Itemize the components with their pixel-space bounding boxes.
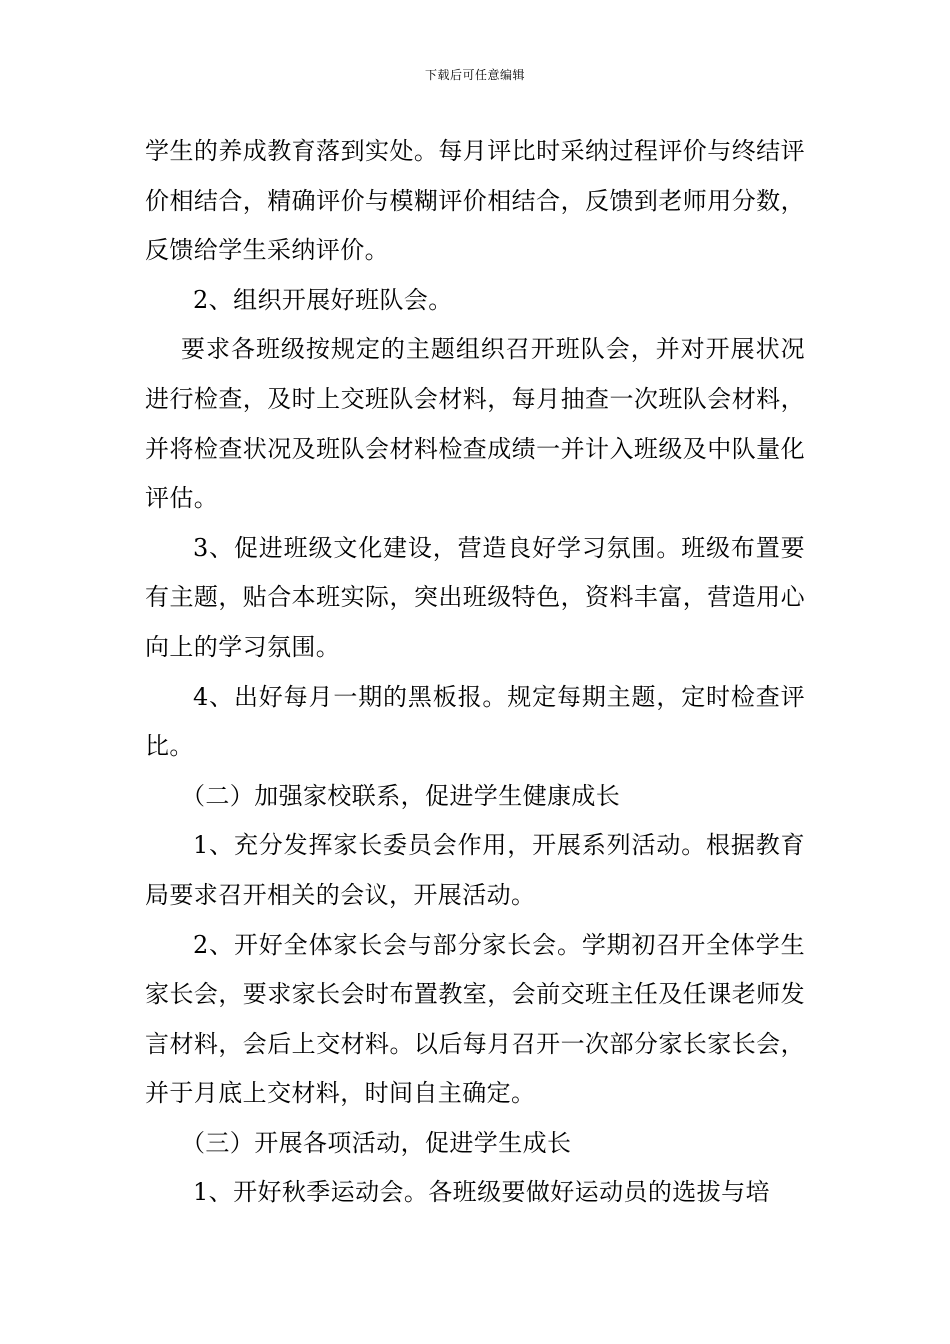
paragraph-4: 3、促进班级文化建设，营造良好学习氛围。班级布置要有主题，贴合本班实际，突出班级特色，资料丰富，营造用心向上的学习氛围。	[145, 533, 805, 661]
paragraph-3: 要求各班级按规定的主题组织召开班队会，并对开展状况进行检查，及时上交班队会材料，每月抽查一次班队会材料，并将检查状况及班队会材料检查成绩一并计入班级及中队量化评估。	[145, 335, 805, 513]
paragraph-1: 学生的养成教育落到实处。每月评比时采纳过程评价与终结评价相结合，精确评价与模糊评价相结合，反馈到老师用分数，反馈给学生采纳评价。	[145, 137, 805, 265]
section-heading-2: （二）加强家校联系，促进学生健康成长	[181, 781, 621, 810]
section-heading-3: （三）开展各项活动，促进学生成长	[181, 1128, 572, 1157]
document-body	[145, 127, 805, 1218]
paragraph-8: 1、开好秋季运动会。各班级要做好运动员的选拔与培	[193, 1178, 770, 1207]
page-header-note: 下载后可任意编辑	[424, 68, 525, 82]
paragraph-7: 2、开好全体家长会与部分家长会。学期初召开全体学生家长会，要求家长会时布置教室，会前交班主任及任课老师发言材料，会后上交材料。以后每月召开一次部分家长家长会，并于月底上交材料，时间自主确定。	[145, 930, 805, 1108]
paragraph-6: 1、充分发挥家长委员会作用，开展系列活动。根据教育局要求召开相关的会议，开展活动。	[145, 831, 805, 909]
paragraph-2: 2、组织开展好班队会。	[193, 285, 453, 314]
paragraph-5: 4、出好每月一期的黑板报。规定每期主题，定时检查评比。	[145, 682, 805, 761]
